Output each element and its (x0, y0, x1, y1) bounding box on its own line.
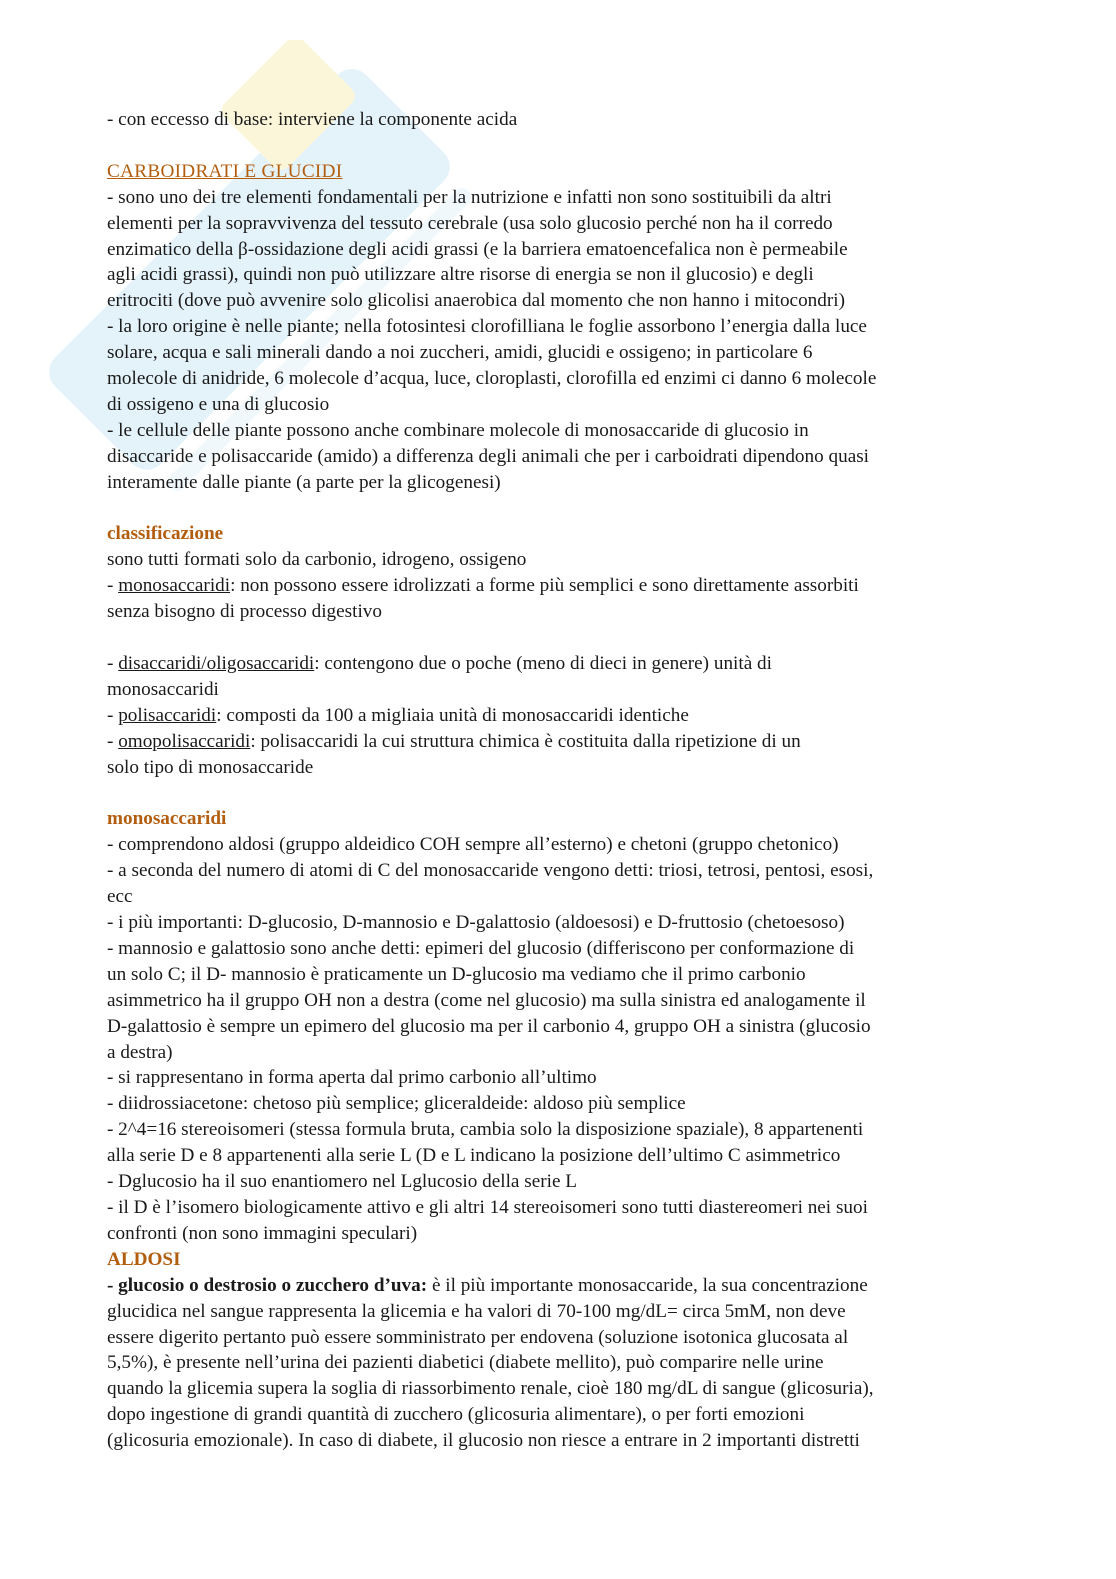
definition-monosaccaridi: - monosaccaridi: non possono essere idrolizzati a forme più semplici e sono direttamente assorbiti (107, 575, 859, 597)
term-omopolisaccaridi: omopolisaccaridi (118, 730, 251, 752)
paragraph-line: - diidrossiacetone: chetoso più semplice; gliceraldeide: aldoso più semplice (107, 1093, 686, 1115)
paragraph-line: - la loro origine è nelle piante; nella fotosintesi clorofilliana le foglie assorbono l’energia dalla luce (107, 316, 867, 338)
definition-omopolisaccaridi: - omopolisaccaridi: polisaccaridi la cui struttura chimica è costituita dalla ripetizione di un (107, 730, 801, 752)
paragraph-line: - i più importanti: D-glucosio, D-mannosio e D-galattosio (aldoesosi) e D-fruttosio (chetoesoso) (107, 912, 845, 934)
glucosio-definition (107, 1273, 1012, 1299)
paragraph-line: (glicosuria emozionale). In caso di diabete, il glucosio non riesce a entrare in 2 importanti distretti (107, 1430, 860, 1452)
section-heading-carboidrati: CARBOIDRATI E GLUCIDI (107, 160, 343, 182)
paragraph-line: solare, acqua e sali minerali dando a noi zuccheri, amidi, glucidi e ossigeno; in particolare 6 (107, 342, 813, 364)
paragraph-line: un solo C; il D- mannosio è praticamente un D-glucosio ma vediamo che il primo carbonio (107, 963, 806, 985)
definition-text: è il più importante monosaccaride, la sua concentrazione (427, 1274, 868, 1296)
paragraph-line: senza bisogno di processo digestivo (107, 601, 382, 623)
paragraph-line: - il D è l’isomero biologicamente attivo e gli altri 14 stereoisomeri sono tutti diastereomeri nei suoi (107, 1197, 868, 1218)
definition-polisaccaridi: - polisaccaridi: composti da 100 a migliaia unità di monosaccaridi identiche (107, 704, 689, 726)
paragraph-line: - le cellule delle piante possono anche combinare molecole di monosaccaride di glucosio in (107, 419, 809, 441)
paragraph-line: molecole di anidride, 6 molecole d’acqua, luce, cloroplasti, clorofilla ed enzimi ci danno 6 molecole (107, 368, 877, 390)
paragraph-line: glucidica nel sangue rappresenta la glicemia e ha valori di 70-100 mg/dL= circa 5mM, non deve (107, 1300, 846, 1322)
definition-text: : non possono essere idrolizzati a forme più semplici e sono direttamente assorbiti (230, 575, 859, 597)
paragraph-line: a destra) (107, 1041, 173, 1063)
section-heading-classificazione: classificazione (107, 523, 224, 545)
term-glucosio: - glucosio o destrosio o zucchero d’uva: (107, 1274, 428, 1296)
paragraph-line: interamente dalle piante (a parte per la glicogenesi) (107, 471, 501, 493)
paragraph-line: - Dglucosio ha il suo enantiomero nel Lglucosio della serie L (107, 1171, 577, 1193)
document-page (107, 107, 1012, 1454)
paragraph-line: agli acidi grassi), quindi non può utilizzare altre risorse di energia se non il glucosio) e degli (107, 264, 814, 286)
paragraph-line: - mannosio e galattosio sono anche detti: epimeri del glucosio (differiscono per conformazione di (107, 937, 855, 959)
section-heading-monosaccaridi: monosaccaridi (107, 808, 227, 830)
paragraph-line: - si rappresentano in forma aperta dal primo carbonio all’ultimo (107, 1067, 597, 1089)
definition-disaccaridi: - disaccaridi/oligosaccaridi: contengono due o poche (meno di dieci in genere) unità di (107, 652, 772, 674)
definition-text: : polisaccaridi la cui struttura chimica è costituita dalla ripetizione di un (250, 730, 801, 752)
term-polisaccaridi: polisaccaridi (118, 704, 217, 726)
term-disaccaridi: disaccaridi/oligosaccaridi (118, 652, 315, 674)
paragraph-line: asimmetrico ha il gruppo OH non a destra (come nel glucosio) ma sulla sinistra ed analogamente il (107, 989, 866, 1011)
paragraph-line: quando la glicemia supera la soglia di riassorbimento renale, cioè 180 mg/dL di sangue (glicosuria), (107, 1378, 874, 1400)
paragraph-line: 5,5%), è presente nell’urina dei pazienti diabetici (diabete mellito), può comparire nelle urine (107, 1352, 824, 1374)
definition-text: : contengono due o poche (meno di dieci in genere) unità di (314, 652, 772, 674)
section-heading-aldosi: ALDOSI (107, 1248, 181, 1270)
paragraph-line: ecc (107, 886, 133, 908)
paragraph-line: eritrociti (dove può avvenire solo glicolisi anaerobica dal momento che non hanno i mitocondri) (107, 290, 845, 312)
paragraph-line: confronti (non sono immagini speculari) (107, 1222, 418, 1244)
paragraph-line: - comprendono aldosi (gruppo aldeidico COH sempre all’esterno) e chetoni (gruppo chetonico) (107, 834, 839, 856)
intro-line: - con eccesso di base: interviene la componente acida (107, 109, 518, 130)
paragraph-line: - 2^4=16 stereoisomeri (stessa formula bruta, cambia solo la disposizione spaziale), 8 appartenenti (107, 1119, 864, 1141)
paragraph-line: monosaccaridi (107, 678, 219, 700)
paragraph-line: elementi per la sopravvivenza del tessuto cerebrale (usa solo glucosio perché non ha il corredo (107, 212, 833, 234)
paragraph-line: disaccaride e polisaccaride (amido) a differenza degli animali che per i carboidrati dipendono quasi (107, 445, 870, 467)
paragraph-line: sono tutti formati solo da carbonio, idrogeno, ossigeno (107, 549, 527, 571)
paragraph-line: D-galattosio è sempre un epimero del glucosio ma per il carbonio 4, gruppo OH a sinistra (glucosio (107, 1015, 871, 1037)
paragraph-line: - sono uno dei tre elementi fondamentali per la nutrizione e infatti non sono sostituibili da altri (107, 186, 832, 208)
definition-text: : composti da 100 a migliaia unità di monosaccaridi identiche (216, 704, 689, 726)
paragraph-line: essere digerito pertanto può essere somministrato per endovena (soluzione isotonica glucosata al (107, 1326, 849, 1348)
paragraph-line: solo tipo di monosaccaride (107, 756, 314, 778)
paragraph-line: - a seconda del numero di atomi di C del monosaccaride vengono detti: triosi, tetrosi, pentosi, esosi, (107, 860, 874, 882)
paragraph-line: alla serie D e 8 appartenenti alla serie L (D e L indicano la posizione dell’ultimo C asimmetrico (107, 1145, 841, 1167)
paragraph-line: di ossigeno e una di glucosio (107, 393, 330, 415)
paragraph-line: enzimatico della β-ossidazione degli acidi grassi (e la barriera ematoencefalica non è permeabile (107, 238, 848, 260)
term-monosaccaridi: monosaccaridi (118, 575, 231, 597)
paragraph-line: dopo ingestione di grandi quantità di zucchero (glicosuria alimentare), o per forti emozioni (107, 1404, 805, 1426)
